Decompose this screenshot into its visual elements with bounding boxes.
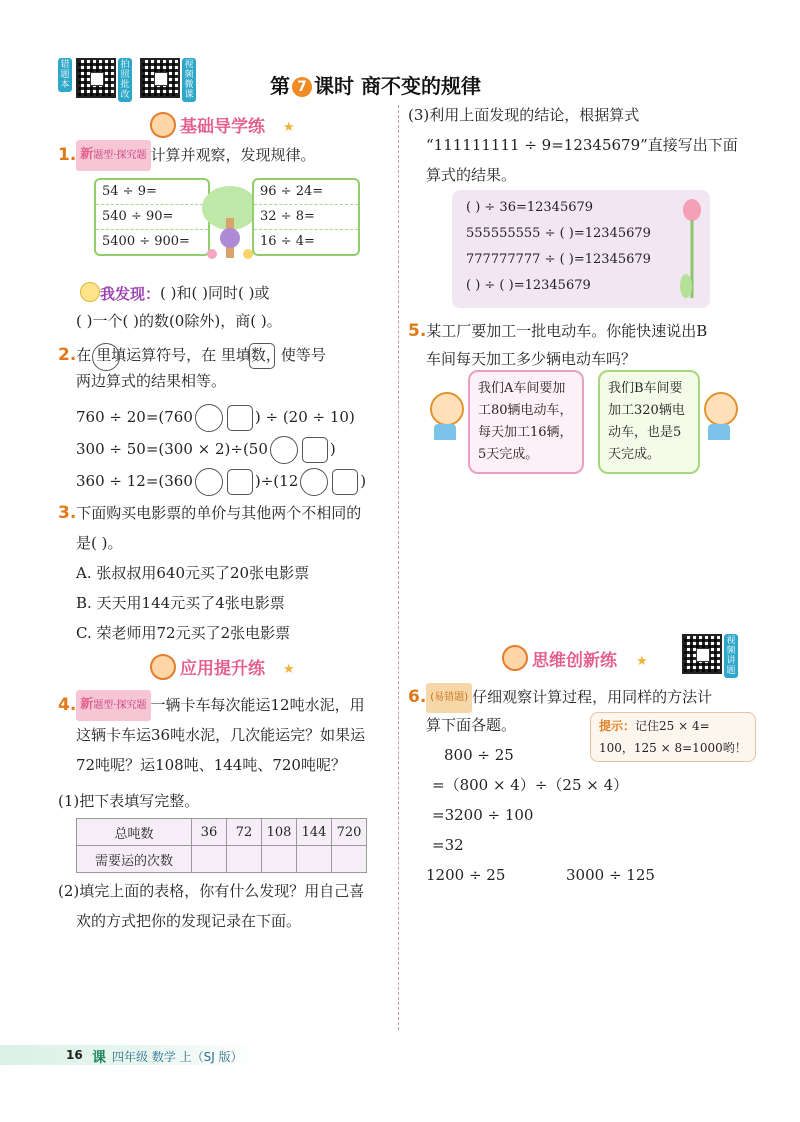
q6-step: 800 ÷ 25 <box>444 746 514 764</box>
q2-line2: 两边算式的结果相等。 <box>76 372 227 390</box>
q1-right-row: 16 ÷ 4= <box>260 234 315 249</box>
q3-line1: 下面购买电影票的单价与其他两个不相同的 <box>76 504 362 522</box>
q4-line2: 这辆卡车运36吨水泥，几次能运完？如果运 <box>76 726 366 744</box>
number-square[interactable] <box>332 469 358 495</box>
q1-right-row: 32 ÷ 8= <box>254 205 358 230</box>
bulb-icon <box>80 282 100 302</box>
q1-text: 计算并观察，发现规律。 <box>150 146 316 164</box>
q6-step: =（800 × 4）÷（25 × 4） <box>432 776 629 794</box>
section-basic-title: 基础导学练 <box>180 117 265 137</box>
video-explain-tag: 视频讲题 <box>724 634 738 678</box>
q5-line1: 某工厂要加工一批电动车。你能快速说出B <box>426 322 708 340</box>
table-cell: 144 <box>297 819 332 846</box>
table-cell: 36 <box>192 819 227 846</box>
operator-circle[interactable] <box>195 404 223 432</box>
wrong-book-tag: 错题本 <box>58 58 72 92</box>
number-square[interactable] <box>302 437 328 463</box>
q5-stem <box>408 316 707 346</box>
bubble-b-line: 加工320辆电 <box>608 403 685 418</box>
q5-number: 5. <box>408 321 427 341</box>
page-number: 16 <box>66 1048 83 1062</box>
q4-3-line3: 算式的结果。 <box>426 166 517 184</box>
q1-left-box <box>94 178 210 256</box>
hint-label: 提示： <box>599 719 636 733</box>
bubble-b-line: 天完成。 <box>608 447 661 462</box>
boy-a-icon <box>430 392 460 438</box>
column-divider <box>398 105 399 1030</box>
q3-option-b[interactable]: B. 天天用144元买了4张电影票 <box>76 594 285 612</box>
q4-3-row: 777777777 ÷ ( )=12345679 <box>466 252 651 267</box>
q4-3-line1: (3)利用上面发现的结论，根据算式 <box>408 106 640 124</box>
table-row <box>77 819 367 846</box>
table-answer-cell[interactable] <box>332 846 367 873</box>
kid-face-icon <box>150 654 176 680</box>
footer-bar <box>0 1045 260 1065</box>
q2-eq2: 300 ÷ 50=(300 × 2)÷(50 ) <box>76 434 336 464</box>
q1-left-row: 54 ÷ 9= <box>96 180 208 205</box>
q1-number: 1. <box>58 145 77 165</box>
star-icon: ★ <box>283 120 295 135</box>
q2-eq3: 360 ÷ 12=(360 )÷(12 ) <box>76 466 366 496</box>
q6-task2: 3000 ÷ 125 <box>566 866 655 884</box>
q1-stem <box>58 140 316 171</box>
bubble-a-line: 工80辆电动车， <box>478 403 573 418</box>
q4-number: 4. <box>58 695 77 715</box>
q4-line1: 一辆卡车每次能运12吨水泥，用 <box>150 696 365 714</box>
q6-line2: 算下面各题。 <box>426 716 517 734</box>
section-think-title: 思维创新练 <box>532 651 617 671</box>
q4-sub1: (1)把下表填写完整。 <box>58 792 200 810</box>
hint-line1: 记住25 × 4= <box>635 719 710 733</box>
bubble-a-line: 5天完成。 <box>478 447 539 462</box>
number-square[interactable] <box>227 469 253 495</box>
bubble-b-line: 我们B车间要 <box>608 381 683 396</box>
hint-line2: 100，125 × 8=1000哟！ <box>599 741 747 755</box>
operator-circle[interactable] <box>195 468 223 496</box>
lesson-number-badge: 7 <box>292 77 312 97</box>
qr-code-wrong-book[interactable] <box>76 58 116 98</box>
q3-stem <box>58 498 361 528</box>
operator-circle[interactable] <box>300 468 328 496</box>
kid-face-icon <box>150 112 176 138</box>
tulip-illustration <box>672 198 712 306</box>
q1-find-line2: ( )一个( )的数(0除外)，商( )。 <box>76 312 282 330</box>
q2-number: 2. <box>58 345 77 365</box>
q4-3-row: ( ) ÷ ( )=12345679 <box>466 278 591 293</box>
q2-eq1: 760 ÷ 20=(760 ) ÷ (20 ÷ 10) <box>76 402 355 432</box>
section-apply-title: 应用提升练 <box>180 659 265 679</box>
q3-number: 3. <box>58 503 77 523</box>
table-header-total: 总吨数 <box>77 819 192 846</box>
table-cell: 72 <box>227 819 262 846</box>
star-icon: ★ <box>636 654 648 669</box>
q5-line2: 车间每天加工多少辆电动车吗？ <box>426 350 637 368</box>
q6-hint <box>590 712 756 762</box>
q1-right-row: 96 ÷ 24= <box>254 180 358 205</box>
q2-line1: 在 里填运算符号，在 里填数，使等号 <box>76 346 326 364</box>
q6-stem <box>408 682 712 713</box>
number-square <box>249 343 275 369</box>
number-square[interactable] <box>227 405 253 431</box>
q1-left-row: 5400 ÷ 900= <box>102 234 190 249</box>
bubble-a-line: 我们A车间要加 <box>478 381 566 396</box>
q4-3-row: 555555555 ÷ ( )=12345679 <box>466 226 651 241</box>
q6-line1: 仔细观察计算过程，用同样的方法计 <box>472 688 713 706</box>
qr-code-video[interactable] <box>140 58 180 98</box>
table-answer-cell[interactable] <box>227 846 262 873</box>
photo-grading-tag: 拍照批改 <box>118 58 132 102</box>
star-icon: ★ <box>283 662 295 677</box>
q1-find-line1: ( )和( )同时( )或 <box>160 284 270 302</box>
table-answer-cell[interactable] <box>192 846 227 873</box>
brand-mark: 课 <box>92 1050 106 1066</box>
bubble-a-line: 每天加工16辆， <box>478 425 573 440</box>
q4-sub2-line1: (2)填完上面的表格，你有什么发现？用自己喜 <box>58 882 365 900</box>
q4-stem <box>58 690 365 721</box>
q4-table <box>76 818 367 873</box>
bubble-a <box>468 370 584 474</box>
q6-step: =3200 ÷ 100 <box>432 806 534 824</box>
q4-sub2-line2: 欢的方式把你的发现记录在下面。 <box>76 912 302 930</box>
table-cell: 720 <box>332 819 367 846</box>
boy-b-icon <box>704 392 734 438</box>
page-title <box>270 70 481 99</box>
title-prefix: 第 <box>270 74 290 98</box>
q1-right-box <box>252 178 360 256</box>
q6-step: =32 <box>432 836 464 854</box>
error-prone-badge: (易错题) <box>426 683 472 713</box>
title-text: 课时 商不变的规律 <box>314 74 481 98</box>
q3-option-a[interactable]: A. 张叔叔用640元买了20张电影票 <box>76 564 310 582</box>
new-type-badge: 新题型·探究题 <box>76 690 150 721</box>
kid-face-icon <box>502 645 528 671</box>
q4-line3: 72吨呢？运108吨、144吨、720吨呢？ <box>76 756 346 774</box>
operator-circle[interactable] <box>270 436 298 464</box>
table-row <box>77 846 367 873</box>
bubble-b <box>598 370 700 474</box>
tree-illustration <box>200 178 260 266</box>
table-answer-cell[interactable] <box>262 846 297 873</box>
q6-task1: 1200 ÷ 25 <box>426 866 506 884</box>
table-header-times: 需要运的次数 <box>77 846 192 873</box>
bubble-b-line: 动车，也是5 <box>608 425 682 440</box>
video-lesson-tag: 视频微课 <box>182 58 196 102</box>
footer-text: 四年级 数学 上（SJ 版） <box>112 1050 243 1064</box>
q4-3-line2: “111111111 ÷ 9=12345679”直接写出下面 <box>426 136 738 154</box>
new-type-badge: 新题型·探究题 <box>76 140 150 171</box>
q1-left-row: 540 ÷ 90= <box>96 205 208 230</box>
qr-code-video-explain[interactable] <box>682 634 722 674</box>
q3-line2: 是( )。 <box>76 534 123 552</box>
q6-number: 6. <box>408 687 427 707</box>
q3-option-c[interactable]: C. 荣老师用72元买了2张电影票 <box>76 624 291 642</box>
table-answer-cell[interactable] <box>297 846 332 873</box>
q1-find-label: 我发现： <box>100 285 161 303</box>
q4-3-row: ( ) ÷ 36=12345679 <box>466 200 594 215</box>
table-cell: 108 <box>262 819 297 846</box>
